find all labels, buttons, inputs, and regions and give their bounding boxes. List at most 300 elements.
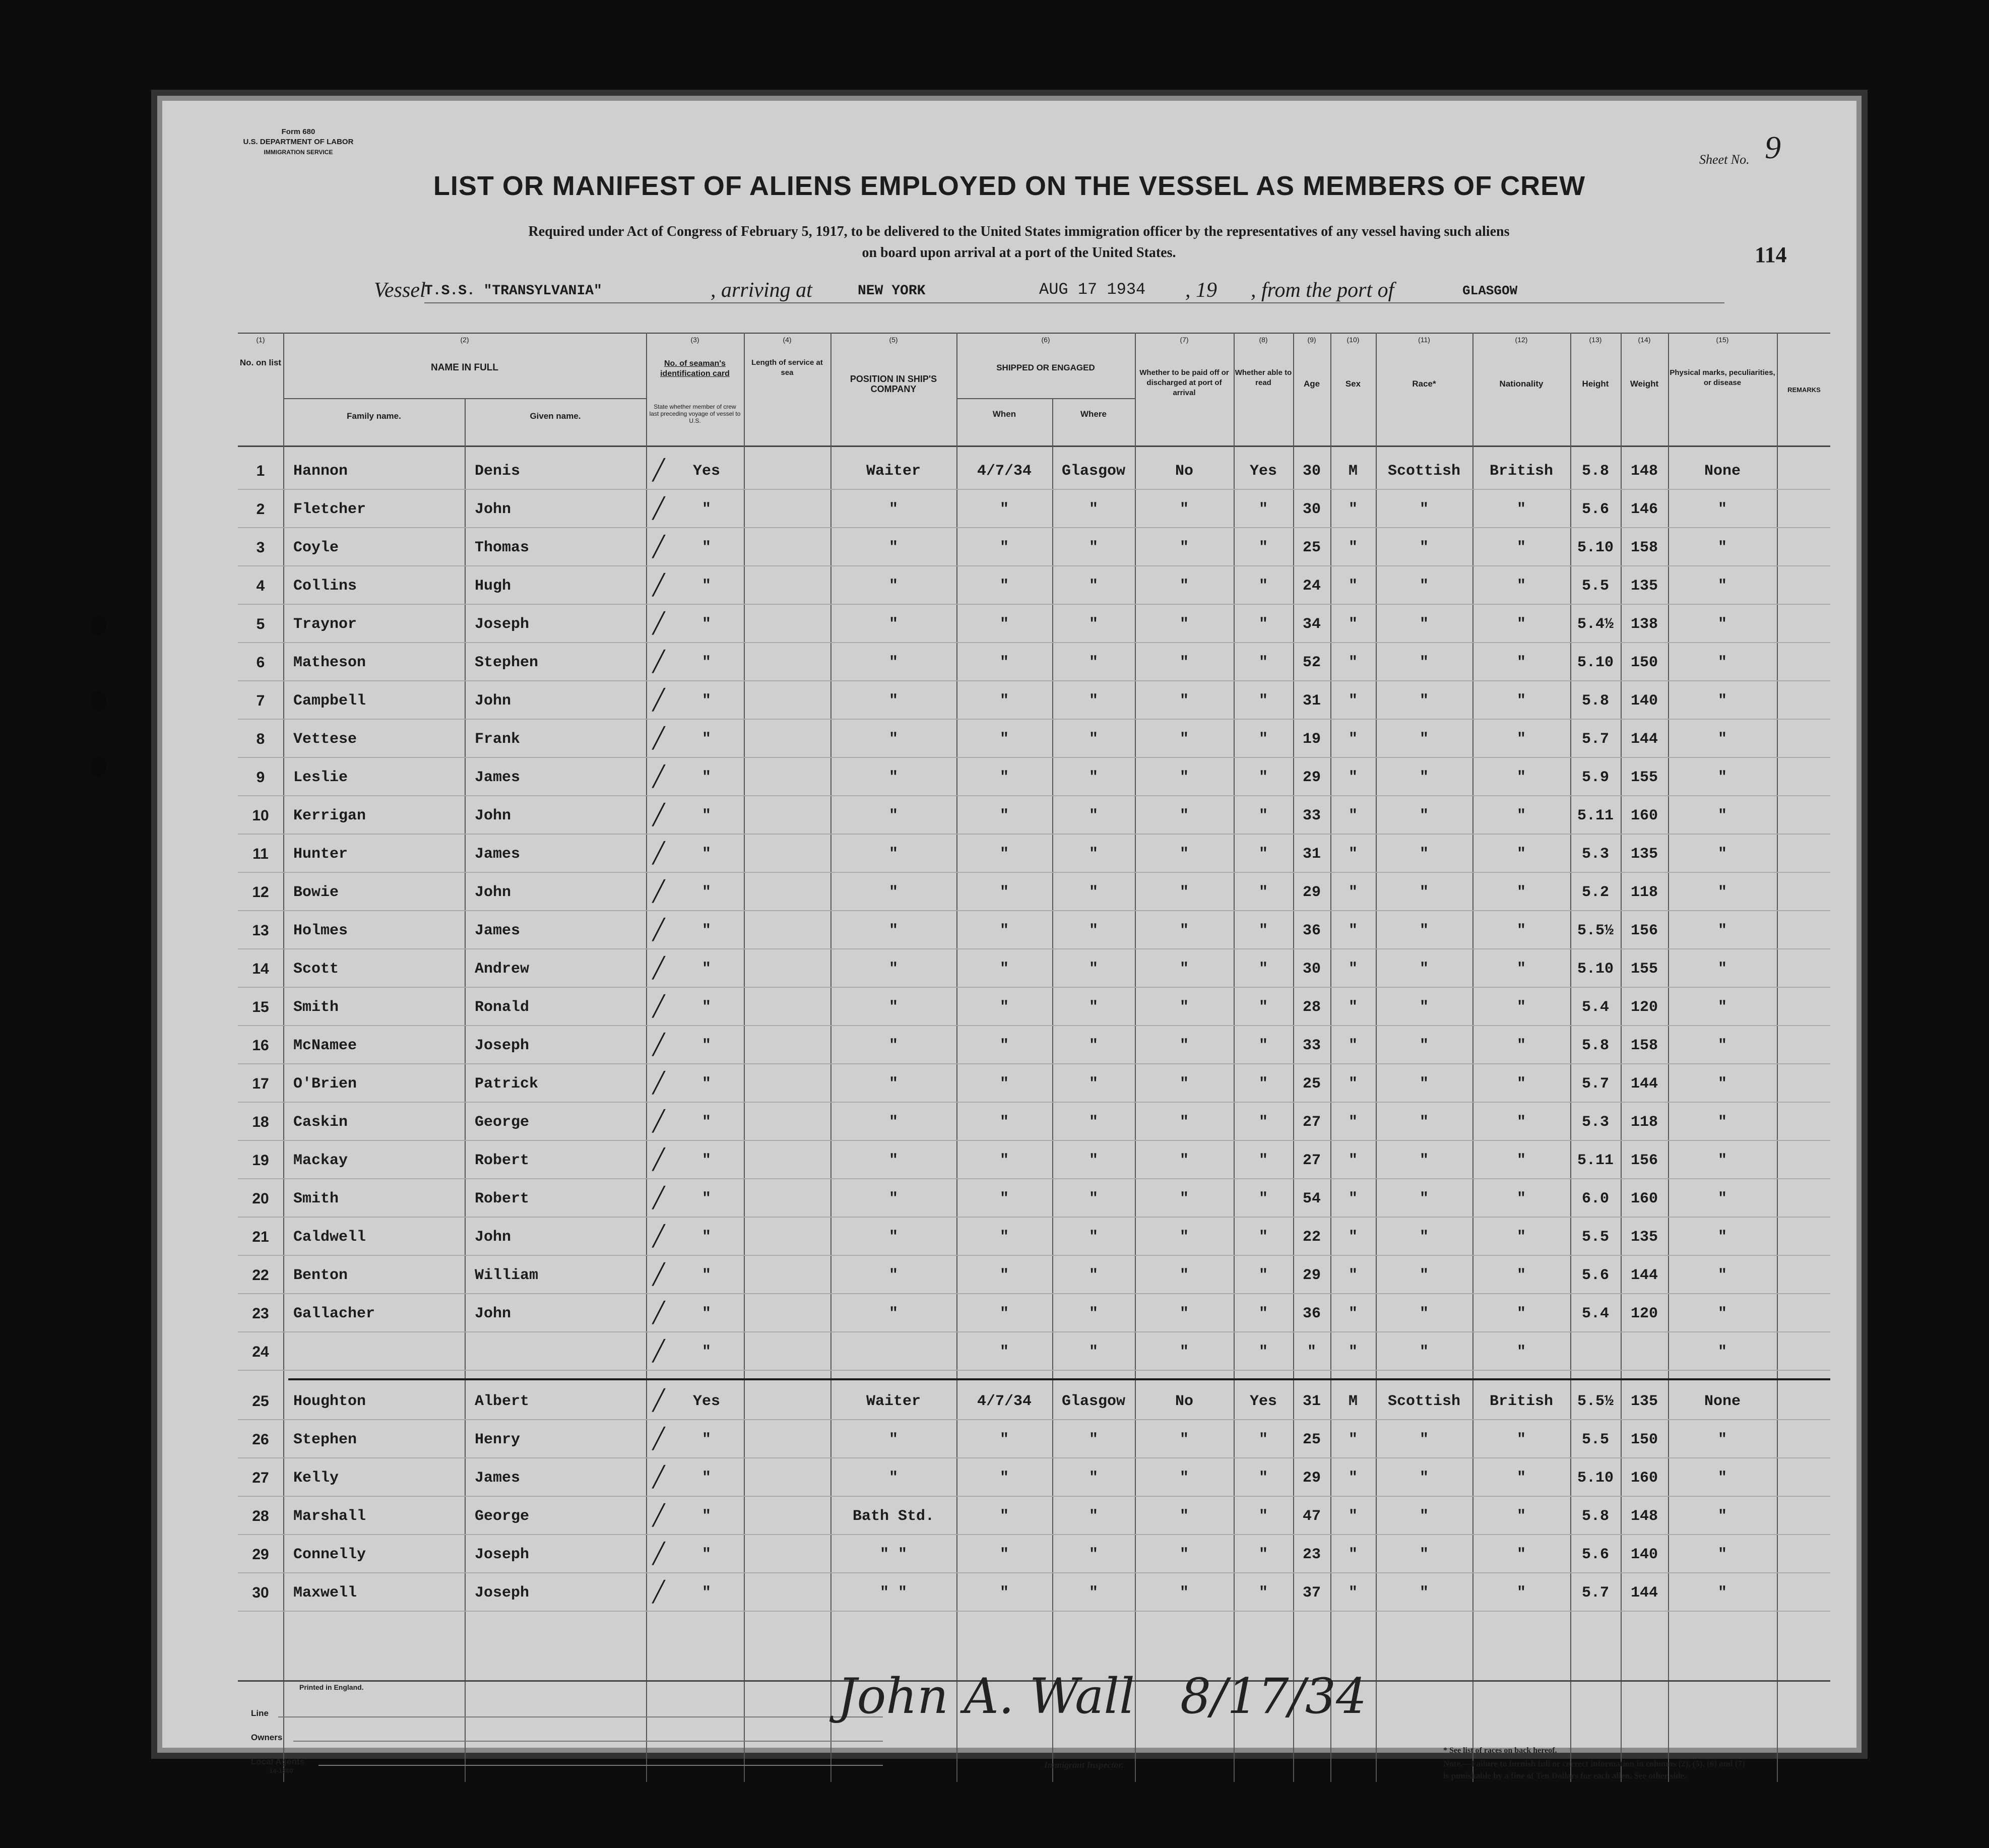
local-agents-label: Local Agents [251, 1757, 305, 1766]
paid-off-value: " [1179, 539, 1189, 556]
family-name: Hannon [293, 463, 348, 480]
weight-value: 156 [1630, 1152, 1658, 1169]
shipped-where: " [1088, 769, 1098, 786]
paid-off-value: " [1179, 999, 1189, 1016]
shipped-when: " [999, 578, 1009, 595]
race-value: " [1419, 654, 1429, 671]
able-read-value: " [1258, 616, 1268, 633]
age-value: 36 [1302, 922, 1321, 939]
shipped-when: " [999, 1075, 1009, 1093]
given-name: James [475, 769, 521, 786]
weight-value: 160 [1630, 1190, 1658, 1207]
nationality-value: " [1516, 1229, 1526, 1246]
hdr-height: Height [1582, 379, 1609, 389]
weight-value: 135 [1630, 846, 1658, 863]
hdr-no-on-list: No. on list [239, 358, 282, 367]
height-value: 5.9 [1581, 769, 1609, 786]
header-top-rule [238, 333, 1830, 334]
sex-value: " [1348, 1546, 1358, 1563]
physical-marks-value: " [1717, 1267, 1727, 1284]
signature-date: 8/17/34 [1180, 1668, 1367, 1725]
shipped-where: " [1088, 807, 1098, 824]
col-num-15: (15) [1716, 336, 1729, 344]
nationality-value: " [1516, 1508, 1526, 1525]
age-value: 25 [1302, 1075, 1321, 1093]
weight-value: 150 [1630, 1431, 1658, 1448]
vessel-name: T.S.S. "TRANSYLVANIA" [424, 283, 602, 299]
sex-value: " [1348, 692, 1358, 710]
shipped-where: " [1088, 1546, 1098, 1563]
given-name: John [475, 1305, 511, 1322]
age-value: 36 [1302, 1305, 1321, 1322]
year-label: , 19 [1185, 279, 1217, 302]
able-read-value: " [1258, 1229, 1268, 1246]
check-mark-icon: ╱ [652, 688, 665, 712]
subtitle-line-2: on board upon arrival at a port of the United States. [862, 245, 1176, 261]
race-value: Scottish [1387, 1393, 1461, 1410]
position-value: " [888, 501, 898, 518]
position-value: " [888, 1152, 898, 1169]
shipped-where: " [1088, 1344, 1098, 1361]
id-card-value: " [701, 1190, 711, 1207]
age-value: 23 [1302, 1546, 1321, 1563]
sex-value: " [1348, 1508, 1358, 1525]
arriving-label: , arriving at [711, 279, 812, 302]
height-value: 5.6 [1581, 1546, 1609, 1563]
weight-value: 160 [1630, 1470, 1658, 1487]
row-number: 21 [252, 1229, 269, 1245]
row-rule [238, 1496, 1830, 1497]
race-value: " [1419, 1114, 1429, 1131]
physical-marks-value: " [1717, 1229, 1727, 1246]
able-read-value: " [1258, 1431, 1268, 1448]
nationality-value: " [1516, 1190, 1526, 1207]
sex-value: " [1348, 1305, 1358, 1322]
page-number: 114 [1755, 242, 1787, 267]
given-name: Denis [475, 463, 521, 480]
age-value: 29 [1302, 884, 1321, 901]
given-name: Stephen [475, 654, 539, 671]
race-value: " [1419, 1305, 1429, 1322]
col-num-13: (13) [1589, 336, 1602, 344]
check-mark-icon: ╱ [652, 1301, 665, 1324]
shipped-where: " [1088, 1584, 1098, 1602]
position-value: " [888, 961, 898, 978]
sex-value: " [1348, 884, 1358, 901]
check-mark-icon: ╱ [652, 995, 665, 1018]
race-value: " [1419, 922, 1429, 939]
shipped-when: " [999, 1152, 1009, 1169]
paid-off-value: " [1179, 922, 1189, 939]
check-mark-icon: ╱ [652, 803, 665, 826]
height-value: 5.5 [1581, 1431, 1609, 1448]
row-number: 6 [256, 654, 265, 671]
shipped-where: " [1088, 1508, 1098, 1525]
row-rule [238, 527, 1830, 528]
family-name: Gallacher [293, 1305, 375, 1322]
from-port-label: , from the port of [1251, 279, 1394, 302]
id-card-value: " [701, 769, 711, 786]
check-mark-icon: ╱ [652, 918, 665, 941]
paid-off-value: " [1179, 807, 1189, 824]
family-name: Connelly [293, 1546, 366, 1563]
shipped-when: " [999, 616, 1009, 633]
row-number: 15 [252, 999, 269, 1015]
paid-off-value: " [1179, 578, 1189, 595]
height-value: 5.7 [1581, 731, 1609, 748]
family-name: Bowie [293, 884, 339, 901]
physical-marks-value: " [1717, 1190, 1727, 1207]
paid-off-value: " [1179, 1305, 1189, 1322]
line-field [278, 1716, 883, 1717]
shipped-where: " [1088, 1075, 1098, 1093]
height-value: 5.5½ [1577, 922, 1614, 939]
inspector-signature: John A. Wall [838, 1668, 1135, 1725]
nationality-value: " [1516, 1305, 1526, 1322]
age-value: 25 [1302, 539, 1321, 556]
shipped-where: " [1088, 654, 1098, 671]
paid-off-value: " [1179, 1584, 1189, 1602]
col-num-6: (6) [1041, 336, 1050, 344]
col-num-1: (1) [256, 336, 265, 344]
position-value: " [888, 539, 898, 556]
row-rule [238, 1102, 1830, 1103]
row-number: 29 [252, 1546, 269, 1563]
hdr-sex: Sex [1345, 379, 1361, 389]
nationality-value: " [1516, 846, 1526, 863]
shipped-when: " [999, 846, 1009, 863]
sex-value: " [1348, 1037, 1358, 1054]
sheet-number: 9 [1765, 130, 1781, 165]
height-value: 5.3 [1581, 846, 1609, 863]
id-card-value: " [701, 807, 711, 824]
shipped-when: " [999, 1037, 1009, 1054]
row-number: 7 [256, 692, 265, 709]
id-card-value: " [701, 731, 711, 748]
department: U.S. DEPARTMENT OF LABOR [243, 138, 354, 146]
paid-off-value: " [1179, 616, 1189, 633]
shipped-where: " [1088, 731, 1098, 748]
row-rule [238, 489, 1830, 490]
shipped-when: " [999, 1190, 1009, 1207]
family-name: Smith [293, 1190, 339, 1207]
given-name: John [475, 1229, 511, 1246]
height-value: 5.10 [1577, 961, 1614, 978]
hdr-id-card: No. of seaman's identification card [660, 359, 730, 378]
vessel-label: Vessel [374, 279, 426, 302]
id-card-value: " [701, 1431, 711, 1448]
able-read-value: " [1258, 999, 1268, 1016]
check-mark-icon: ╱ [652, 612, 665, 635]
shipped-when: " [999, 692, 1009, 710]
row-number: 8 [256, 731, 265, 747]
paid-off-value: " [1179, 692, 1189, 710]
shipped-when: " [999, 1508, 1009, 1525]
hdr-race: Race* [1412, 379, 1436, 389]
weight-value: 135 [1630, 1393, 1658, 1410]
hdr-able-read: Whether able to read [1235, 368, 1292, 387]
sex-value: " [1348, 807, 1358, 824]
id-card-value: " [701, 1584, 711, 1602]
binder-hole [91, 756, 106, 777]
col-num-14: (14) [1638, 336, 1651, 344]
given-name: John [475, 501, 511, 518]
check-mark-icon: ╱ [652, 1263, 665, 1286]
row-rule [238, 834, 1830, 835]
sex-value: " [1348, 1267, 1358, 1284]
row-number: 19 [252, 1152, 269, 1169]
nationality-value: " [1516, 1114, 1526, 1131]
age-value: 33 [1302, 1037, 1321, 1054]
printed-in: Printed in England. [299, 1683, 364, 1691]
nationality-value: " [1516, 1546, 1526, 1563]
nationality-value: " [1516, 1037, 1526, 1054]
paid-off-value: " [1179, 731, 1189, 748]
family-name: Scott [293, 961, 339, 978]
given-name: James [475, 846, 521, 863]
physical-marks-value: " [1717, 1152, 1727, 1169]
nationality-value: " [1516, 999, 1526, 1016]
hdr-where: Where [1080, 409, 1107, 419]
sex-value: " [1348, 1152, 1358, 1169]
physical-marks-value: " [1717, 922, 1727, 939]
hdr-remarks: REMARKS [1787, 386, 1821, 394]
hdr-nationality: Nationality [1499, 379, 1544, 389]
age-value: 47 [1302, 1508, 1321, 1525]
id-card-value: " [701, 1114, 711, 1131]
shipped-where: " [1088, 1267, 1098, 1284]
physical-marks-value: " [1717, 846, 1727, 863]
nationality-value: " [1516, 654, 1526, 671]
sex-value: " [1348, 616, 1358, 633]
given-name: Joseph [475, 1546, 530, 1563]
family-name: Benton [293, 1267, 348, 1284]
family-name: Traynor [293, 616, 357, 633]
nationality-value: " [1516, 769, 1526, 786]
nationality-value: " [1516, 1152, 1526, 1169]
id-card-value: " [701, 1229, 711, 1246]
paid-off-value: " [1179, 501, 1189, 518]
height-value: 5.7 [1581, 1584, 1609, 1602]
id-card-value: " [701, 922, 711, 939]
sex-value: " [1348, 1075, 1358, 1093]
height-value: 5.7 [1581, 1075, 1609, 1093]
weight-value: 135 [1630, 1229, 1658, 1246]
sex-value: M [1348, 1393, 1358, 1410]
paid-off-value: " [1179, 1229, 1189, 1246]
row-number: 13 [252, 922, 269, 939]
height-value: 5.11 [1577, 807, 1614, 824]
family-name: Kelly [293, 1470, 339, 1487]
grid-col-line [744, 333, 745, 1782]
race-value: " [1419, 616, 1429, 633]
paid-off-value: " [1179, 654, 1189, 671]
given-name: Joseph [475, 616, 530, 633]
nationality-value: " [1516, 539, 1526, 556]
paid-off-value: " [1179, 1470, 1189, 1487]
nationality-value: " [1516, 616, 1526, 633]
binder-hole [91, 615, 106, 636]
row-rule [238, 1063, 1830, 1064]
weight-value: 158 [1630, 1037, 1658, 1054]
position-value: " [888, 999, 898, 1016]
row-rule [238, 1293, 1830, 1294]
col-num-7: (7) [1180, 336, 1189, 344]
row-rule [238, 1370, 1830, 1371]
nationality-value: " [1516, 884, 1526, 901]
race-value: " [1419, 1190, 1429, 1207]
row-rule [238, 565, 1830, 566]
row-rule [238, 1611, 1830, 1612]
shipped-where: " [1088, 1305, 1098, 1322]
height-value: 6.0 [1581, 1190, 1609, 1207]
hdr-paid-off: Whether to be paid off or discharged at port of arrival [1139, 368, 1229, 397]
given-name: George [475, 1114, 530, 1131]
shipped-when: " [999, 807, 1009, 824]
shipped-when: " [999, 769, 1009, 786]
sex-value: " [1348, 1190, 1358, 1207]
shipped-when: " [999, 1584, 1009, 1602]
position-value: " [888, 731, 898, 748]
paid-off-value: " [1179, 769, 1189, 786]
arrival-date-stamp: AUG 17 1934 [1039, 280, 1146, 299]
physical-marks-value: " [1717, 999, 1727, 1016]
family-name: Stephen [293, 1431, 357, 1448]
paid-off-value: " [1179, 1037, 1189, 1054]
hdr-shipped-engaged: SHIPPED OR ENGAGED [996, 363, 1095, 372]
hdr-age: Age [1303, 379, 1320, 389]
row-rule [238, 1572, 1830, 1573]
position-value: " [888, 769, 898, 786]
race-value: " [1419, 884, 1429, 901]
id-card-value: " [701, 1152, 711, 1169]
col-num-3: (3) [690, 336, 699, 344]
physical-marks-value: " [1717, 961, 1727, 978]
sex-value: " [1348, 654, 1358, 671]
nationality-value: British [1489, 463, 1554, 480]
race-value: " [1419, 1584, 1429, 1602]
hdr-position: POSITION IN SHIP'S COMPANY [850, 374, 937, 394]
sex-value: " [1348, 922, 1358, 939]
shipped-when: " [999, 884, 1009, 901]
sex-value: " [1348, 999, 1358, 1016]
given-name: Patrick [475, 1075, 539, 1093]
shipped-when: " [999, 922, 1009, 939]
weight-value: 118 [1630, 884, 1658, 901]
physical-marks-value: " [1717, 654, 1727, 671]
physical-marks-value: " [1717, 539, 1727, 556]
shipped-where: " [1088, 501, 1098, 518]
col-num-2: (2) [460, 336, 469, 344]
weight-value: 144 [1630, 731, 1658, 748]
family-name: Smith [293, 999, 339, 1016]
row-rule [238, 1025, 1830, 1026]
check-mark-icon: ╱ [652, 1225, 665, 1248]
age-value: 30 [1302, 463, 1321, 480]
hdr-when: When [992, 409, 1016, 419]
given-name: Albert [475, 1393, 530, 1410]
hdr-physical-marks: Physical marks, peculiarities, or disease [1670, 368, 1775, 387]
col-num-5: (5) [889, 336, 898, 344]
able-read-value: " [1258, 1470, 1268, 1487]
age-value: 24 [1302, 578, 1321, 595]
paid-off-value: " [1179, 1508, 1189, 1525]
id-card-value: " [701, 1546, 711, 1563]
height-value: 5.10 [1577, 1470, 1614, 1487]
able-read-value: " [1258, 807, 1268, 824]
shipped-sub-rule [956, 398, 1135, 399]
height-value: 5.4½ [1577, 616, 1614, 633]
sex-value: " [1348, 1431, 1358, 1448]
check-mark-icon: ╱ [652, 1542, 665, 1565]
id-card-value: " [701, 1508, 711, 1525]
able-read-value: " [1258, 578, 1268, 595]
physical-marks-value: " [1717, 731, 1727, 748]
manifest-sheet [162, 101, 1856, 1780]
paid-off-value: " [1179, 1152, 1189, 1169]
row-number: 2 [256, 501, 265, 518]
position-value: " [888, 1267, 898, 1284]
row-rule [238, 680, 1830, 681]
row-number: 28 [252, 1508, 269, 1524]
row-rule [238, 1457, 1830, 1458]
position-value: " [888, 692, 898, 710]
nationality-value: " [1516, 1431, 1526, 1448]
id-card-value: Yes [692, 1393, 720, 1410]
shipped-when: " [999, 961, 1009, 978]
physical-marks-value: " [1717, 616, 1727, 633]
weight-value: 148 [1630, 463, 1658, 480]
paid-off-value: " [1179, 1546, 1189, 1563]
shipped-when: " [999, 539, 1009, 556]
race-value: " [1419, 731, 1429, 748]
physical-marks-value: " [1717, 1508, 1727, 1525]
family-name: Hunter [293, 846, 348, 863]
weight-value: 144 [1630, 1267, 1658, 1284]
age-value: " [1307, 1344, 1316, 1361]
row-number: 3 [256, 539, 265, 556]
family-name: Mackay [293, 1152, 348, 1169]
position-value: " [888, 807, 898, 824]
id-card-value: " [701, 1075, 711, 1093]
given-name: John [475, 807, 511, 824]
age-value: 34 [1302, 616, 1321, 633]
paid-off-value: " [1179, 1267, 1189, 1284]
row-number: 12 [252, 884, 269, 901]
nationality-value: " [1516, 922, 1526, 939]
form-number: Form 680 [281, 128, 315, 136]
height-value: 5.8 [1581, 1508, 1609, 1525]
hdr-name-in-full: NAME IN FULL [430, 362, 499, 373]
race-value: " [1419, 769, 1429, 786]
row-rule [238, 910, 1830, 911]
race-value: " [1419, 999, 1429, 1016]
agents-field [318, 1765, 883, 1766]
age-value: 33 [1302, 807, 1321, 824]
able-read-value: " [1258, 846, 1268, 863]
position-value: Waiter [866, 463, 921, 480]
shipped-when: 4/7/34 [977, 1393, 1032, 1410]
shipped-when: " [999, 1229, 1009, 1246]
weight-value: 156 [1630, 922, 1658, 939]
check-mark-icon: ╱ [652, 459, 665, 482]
row-rule [238, 719, 1830, 720]
shipped-when: " [999, 999, 1009, 1016]
race-value: " [1419, 578, 1429, 595]
given-name: Joseph [475, 1584, 530, 1602]
height-value: 5.5 [1581, 1229, 1609, 1246]
family-name: Marshall [293, 1508, 366, 1525]
